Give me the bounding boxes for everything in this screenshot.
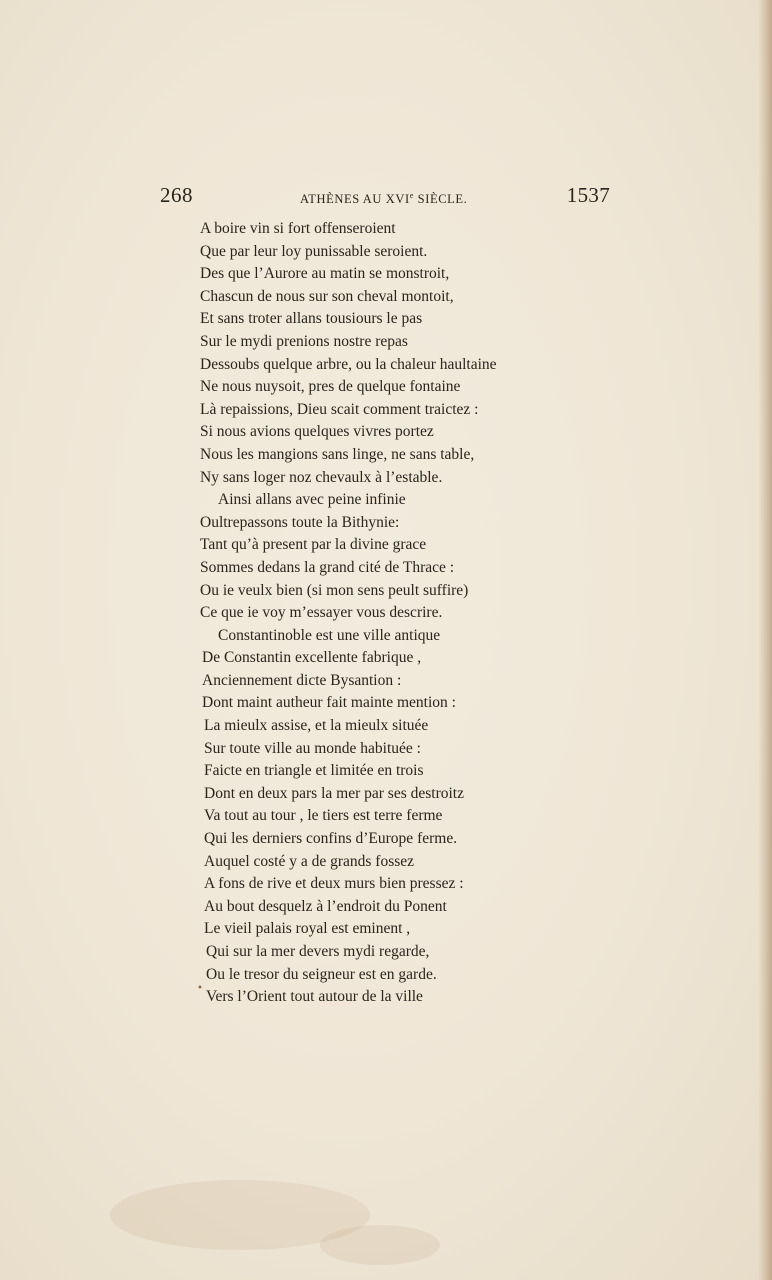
verse-line: Que par leur loy punissable seroient. (200, 242, 428, 260)
verse-line: Oultrepassons toute la Bithynie: (200, 513, 400, 531)
verse-line: Dont maint autheur fait mainte mention : (202, 694, 456, 712)
verse-line: Auquel costé y a de grands fossez (204, 852, 415, 870)
verse-line: Ou ie veulx bien (si mon sens peult suffire) (200, 581, 469, 599)
verse-line: Sommes dedans la grand cité de Thrace : (200, 558, 455, 576)
verse-line: Ny sans loger noz chevaulx à l’estable. (200, 468, 443, 486)
running-title-main: ATHÈNES AU XVI (300, 192, 410, 206)
verse-line: Nous les mangions sans linge, ne sans table, (200, 445, 475, 463)
margin-mark: • (197, 983, 203, 994)
running-title (300, 191, 467, 207)
verse-text (200, 218, 580, 1009)
verse-line: A boire vin si fort offenseroient (200, 220, 396, 237)
page-number: 268 (160, 183, 193, 207)
year: 1537 (566, 183, 610, 207)
verse-line: Chascun de nous sur son cheval montoit, (200, 287, 454, 305)
running-header (160, 183, 610, 213)
binding-edge (758, 0, 772, 1280)
verse-line: Vers l’Orient tout autour de la ville (206, 988, 423, 1006)
verse-line: De Constantin excellente fabrique , (202, 649, 422, 667)
verse-line: Le vieil palais royal est eminent , (204, 920, 411, 938)
verse-line: Des que l’Aurore au matin se monstroit, (200, 265, 450, 283)
verse-line: Sur le mydi prenions nostre repas (200, 332, 408, 350)
verse-line: Dessoubs quelque arbre, ou la chaleur haultaine (200, 355, 497, 373)
verse-line: Sur toute ville au monde habituée : (204, 739, 421, 757)
verse-line: Qui les derniers confins d’Europe ferme. (204, 830, 458, 848)
verse-line: Et sans troter allans tousiours le pas (200, 310, 423, 328)
verse-line: A fons de rive et deux murs bien pressez : (204, 875, 464, 893)
verse-line: La mieulx assise, et la mieulx située (204, 717, 429, 735)
verse-line: Qui sur la mer devers mydi regarde, (206, 943, 430, 960)
verse-line: Tant qu’à present par la divine grace (200, 536, 427, 554)
verse-line: Si nous avions quelques vivres portez (200, 423, 434, 441)
verse-line: Ou le tresor du seigneur est en garde. (206, 965, 437, 983)
verse-line: Au bout desquelz à l’endroit du Ponent (204, 897, 447, 915)
verse-line: Constantinoble est une ville antique (218, 626, 441, 644)
verse-line: Faicte en triangle et limitée en trois (204, 762, 424, 780)
paper-stain (320, 1225, 440, 1265)
running-title-superscript: e (409, 191, 414, 200)
verse-line: Dont en deux pars la mer par ses destroitz (204, 784, 464, 802)
verse-line: Ainsi allans avec peine infinie (218, 491, 406, 509)
running-title-end: SIÈCLE. (413, 192, 468, 206)
verse-line: Va tout au tour , le tiers est terre ferme (204, 807, 443, 825)
verse-line: Anciennement dicte Bysantion : (202, 671, 402, 689)
verse-line: Ce que ie voy m’essayer vous descrire. (200, 604, 443, 622)
verse-line: Ne nous nuysoit, pres de quelque fontaine (200, 378, 461, 396)
verse-line: Là repaissions, Dieu scait comment traictez : (200, 400, 479, 418)
